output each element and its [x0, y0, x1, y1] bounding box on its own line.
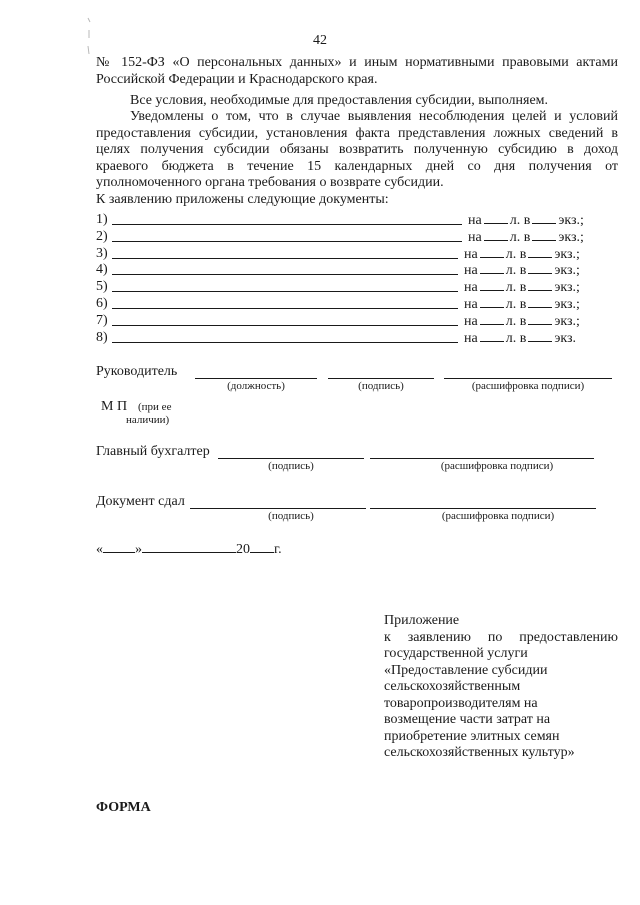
- document-pages-copies: [464, 278, 580, 296]
- appendix-line: сельскохозяйственным: [384, 679, 521, 694]
- appendix-line: «Предоставление субсидии: [384, 662, 548, 678]
- l-v-text: л. в: [505, 297, 527, 312]
- copies-blank[interactable]: [528, 295, 552, 308]
- copies-blank[interactable]: [528, 329, 552, 342]
- document-row: [96, 312, 618, 329]
- stamp-label: М П: [101, 399, 128, 414]
- copies-blank[interactable]: [528, 312, 552, 325]
- l-v-text: л. в: [505, 263, 527, 279]
- ekz-text: экз.;: [558, 213, 584, 228]
- l-v-text: л. в: [509, 213, 531, 228]
- pages-blank[interactable]: [484, 211, 508, 224]
- document-number: 4): [96, 262, 108, 278]
- head-position-caption: (должность): [227, 380, 285, 392]
- paragraph-notification: Уведомлены о том, что в случае выявления несоблюдения целей и условий предоставления субсидии, установления факта представления ложных сведений в целях получения субсидии обязаны возвратить полученную субсидию в доход краевого бюджета в течение 15 календарных дней со дня получения от уполномоченного органа требования о возврате субсидии.: [96, 109, 618, 190]
- document-pages-copies: [468, 228, 584, 246]
- l-v-text: л. в: [505, 330, 527, 346]
- ekz-text: экз.;: [554, 246, 580, 262]
- appendix-line: Приложение: [384, 613, 460, 628]
- submitted-signature-line[interactable]: [190, 508, 366, 509]
- document-number: 2): [96, 228, 108, 244]
- document-name-blank[interactable]: [112, 325, 458, 326]
- submitted-decoding-caption: (расшифровка подписи): [441, 510, 555, 522]
- na-text: на: [464, 246, 478, 262]
- stamp-note-1: (при ее: [138, 401, 172, 413]
- copies-blank[interactable]: [528, 278, 552, 291]
- document-number: 6): [96, 296, 108, 311]
- l-v-text: л. в: [505, 313, 527, 329]
- ekz-text: экз.;: [554, 263, 580, 279]
- accountant-decoding-line[interactable]: [370, 458, 594, 459]
- submitted-signature-caption: (подпись): [268, 510, 314, 522]
- head-decoding-caption: (расшифровка подписи): [471, 380, 585, 392]
- document-row: [96, 261, 618, 278]
- l-v-text: л. в: [505, 280, 527, 296]
- document-pages-copies: [464, 261, 580, 279]
- head-label: Руководитель: [96, 364, 178, 379]
- document-row: [96, 245, 618, 262]
- date-year-blank[interactable]: [250, 540, 274, 553]
- document-pages-copies: [464, 312, 580, 330]
- stamp-note-2: наличии): [126, 414, 170, 426]
- paragraph-law-reference: № 152-ФЗ «О персональных данных» и иным нормативными правовыми актами Российской Федерации и Краснодарского края.: [96, 55, 618, 87]
- accountant-decoding-caption: (расшифровка подписи): [440, 460, 554, 472]
- accountant-signature-caption: (подпись): [268, 460, 314, 472]
- date-year-prefix: 20: [236, 542, 250, 557]
- document-row: [96, 228, 618, 245]
- copies-blank[interactable]: [528, 261, 552, 274]
- ekz-text: экз.;: [554, 280, 580, 296]
- document-number: 3): [96, 245, 108, 261]
- document-name-blank[interactable]: [112, 241, 462, 242]
- head-signature-caption: (подпись): [358, 380, 404, 392]
- copies-blank[interactable]: [532, 228, 556, 241]
- document-name-blank[interactable]: [112, 258, 458, 259]
- na-text: на: [468, 213, 482, 228]
- form-title: ФОРМА: [96, 800, 151, 815]
- document-name-blank[interactable]: [112, 291, 458, 292]
- accountant-label: Главный бухгалтер: [96, 444, 210, 459]
- ekz-text: экз.;: [554, 313, 580, 329]
- page-number: 42: [313, 33, 327, 48]
- pages-blank[interactable]: [480, 312, 504, 325]
- appendix-line: приобретение элитных семян: [384, 728, 560, 744]
- na-text: на: [468, 229, 482, 245]
- document-pages-copies: [468, 211, 584, 229]
- document-number: 1): [96, 212, 108, 227]
- document-name-blank[interactable]: [112, 224, 462, 225]
- na-text: на: [464, 280, 478, 296]
- paragraph-conditions: Все условия, необходимые для предоставления субсидии, выполняем.: [130, 93, 549, 108]
- date-line: [96, 540, 282, 558]
- appendix-line: к заявлению по предоставлению: [384, 629, 618, 645]
- date-day-blank[interactable]: [103, 540, 135, 553]
- pages-blank[interactable]: [480, 245, 504, 258]
- na-text: на: [464, 263, 478, 279]
- na-text: на: [464, 313, 478, 329]
- copies-blank[interactable]: [532, 211, 556, 224]
- document-row: [96, 329, 618, 346]
- pages-blank[interactable]: [480, 295, 504, 308]
- pages-blank[interactable]: [484, 228, 508, 241]
- appendix-line: сельскохозяйственных культур»: [384, 745, 575, 760]
- document-pages-copies: [464, 295, 580, 313]
- document-number: 8): [96, 329, 108, 345]
- paragraph-attached-docs: К заявлению приложены следующие документы:: [96, 192, 389, 207]
- appendix-line: товаропроизводителям на: [384, 695, 538, 711]
- document-pages-copies: [464, 329, 576, 347]
- date-open-quote: «: [96, 542, 103, 557]
- pages-blank[interactable]: [480, 329, 504, 342]
- document-number: 7): [96, 312, 108, 328]
- pages-blank[interactable]: [480, 278, 504, 291]
- l-v-text: л. в: [509, 229, 531, 245]
- pages-blank[interactable]: [480, 261, 504, 274]
- date-month-blank[interactable]: [142, 540, 236, 553]
- document-row: [96, 278, 618, 295]
- submitted-decoding-line[interactable]: [370, 508, 596, 509]
- ekz-text: экз.;: [554, 297, 580, 312]
- document-pages-copies: [464, 245, 580, 263]
- na-text: на: [464, 330, 478, 346]
- l-v-text: л. в: [505, 246, 527, 262]
- accountant-signature-line[interactable]: [218, 458, 364, 459]
- na-text: на: [464, 297, 478, 312]
- date-year-suffix: г.: [274, 542, 282, 557]
- document-name-blank[interactable]: [112, 308, 458, 309]
- document-row: [96, 211, 618, 228]
- document-number: 5): [96, 279, 108, 295]
- head-position-line[interactable]: [195, 378, 317, 379]
- appendix-line: государственной услуги: [384, 646, 528, 661]
- appendix-line: возмещение части затрат на: [384, 712, 551, 727]
- document-name-blank[interactable]: [112, 274, 458, 275]
- ekz-text: экз.: [554, 330, 576, 346]
- head-decoding-line[interactable]: [444, 378, 612, 379]
- ekz-text: экз.;: [558, 229, 584, 245]
- submitted-label: Документ сдал: [96, 494, 185, 509]
- document-name-blank[interactable]: [112, 342, 458, 343]
- appendix-block: [384, 613, 618, 762]
- copies-blank[interactable]: [528, 245, 552, 258]
- document-row: [96, 295, 618, 312]
- head-signature-line[interactable]: [328, 378, 434, 379]
- date-close-quote: »: [135, 542, 142, 557]
